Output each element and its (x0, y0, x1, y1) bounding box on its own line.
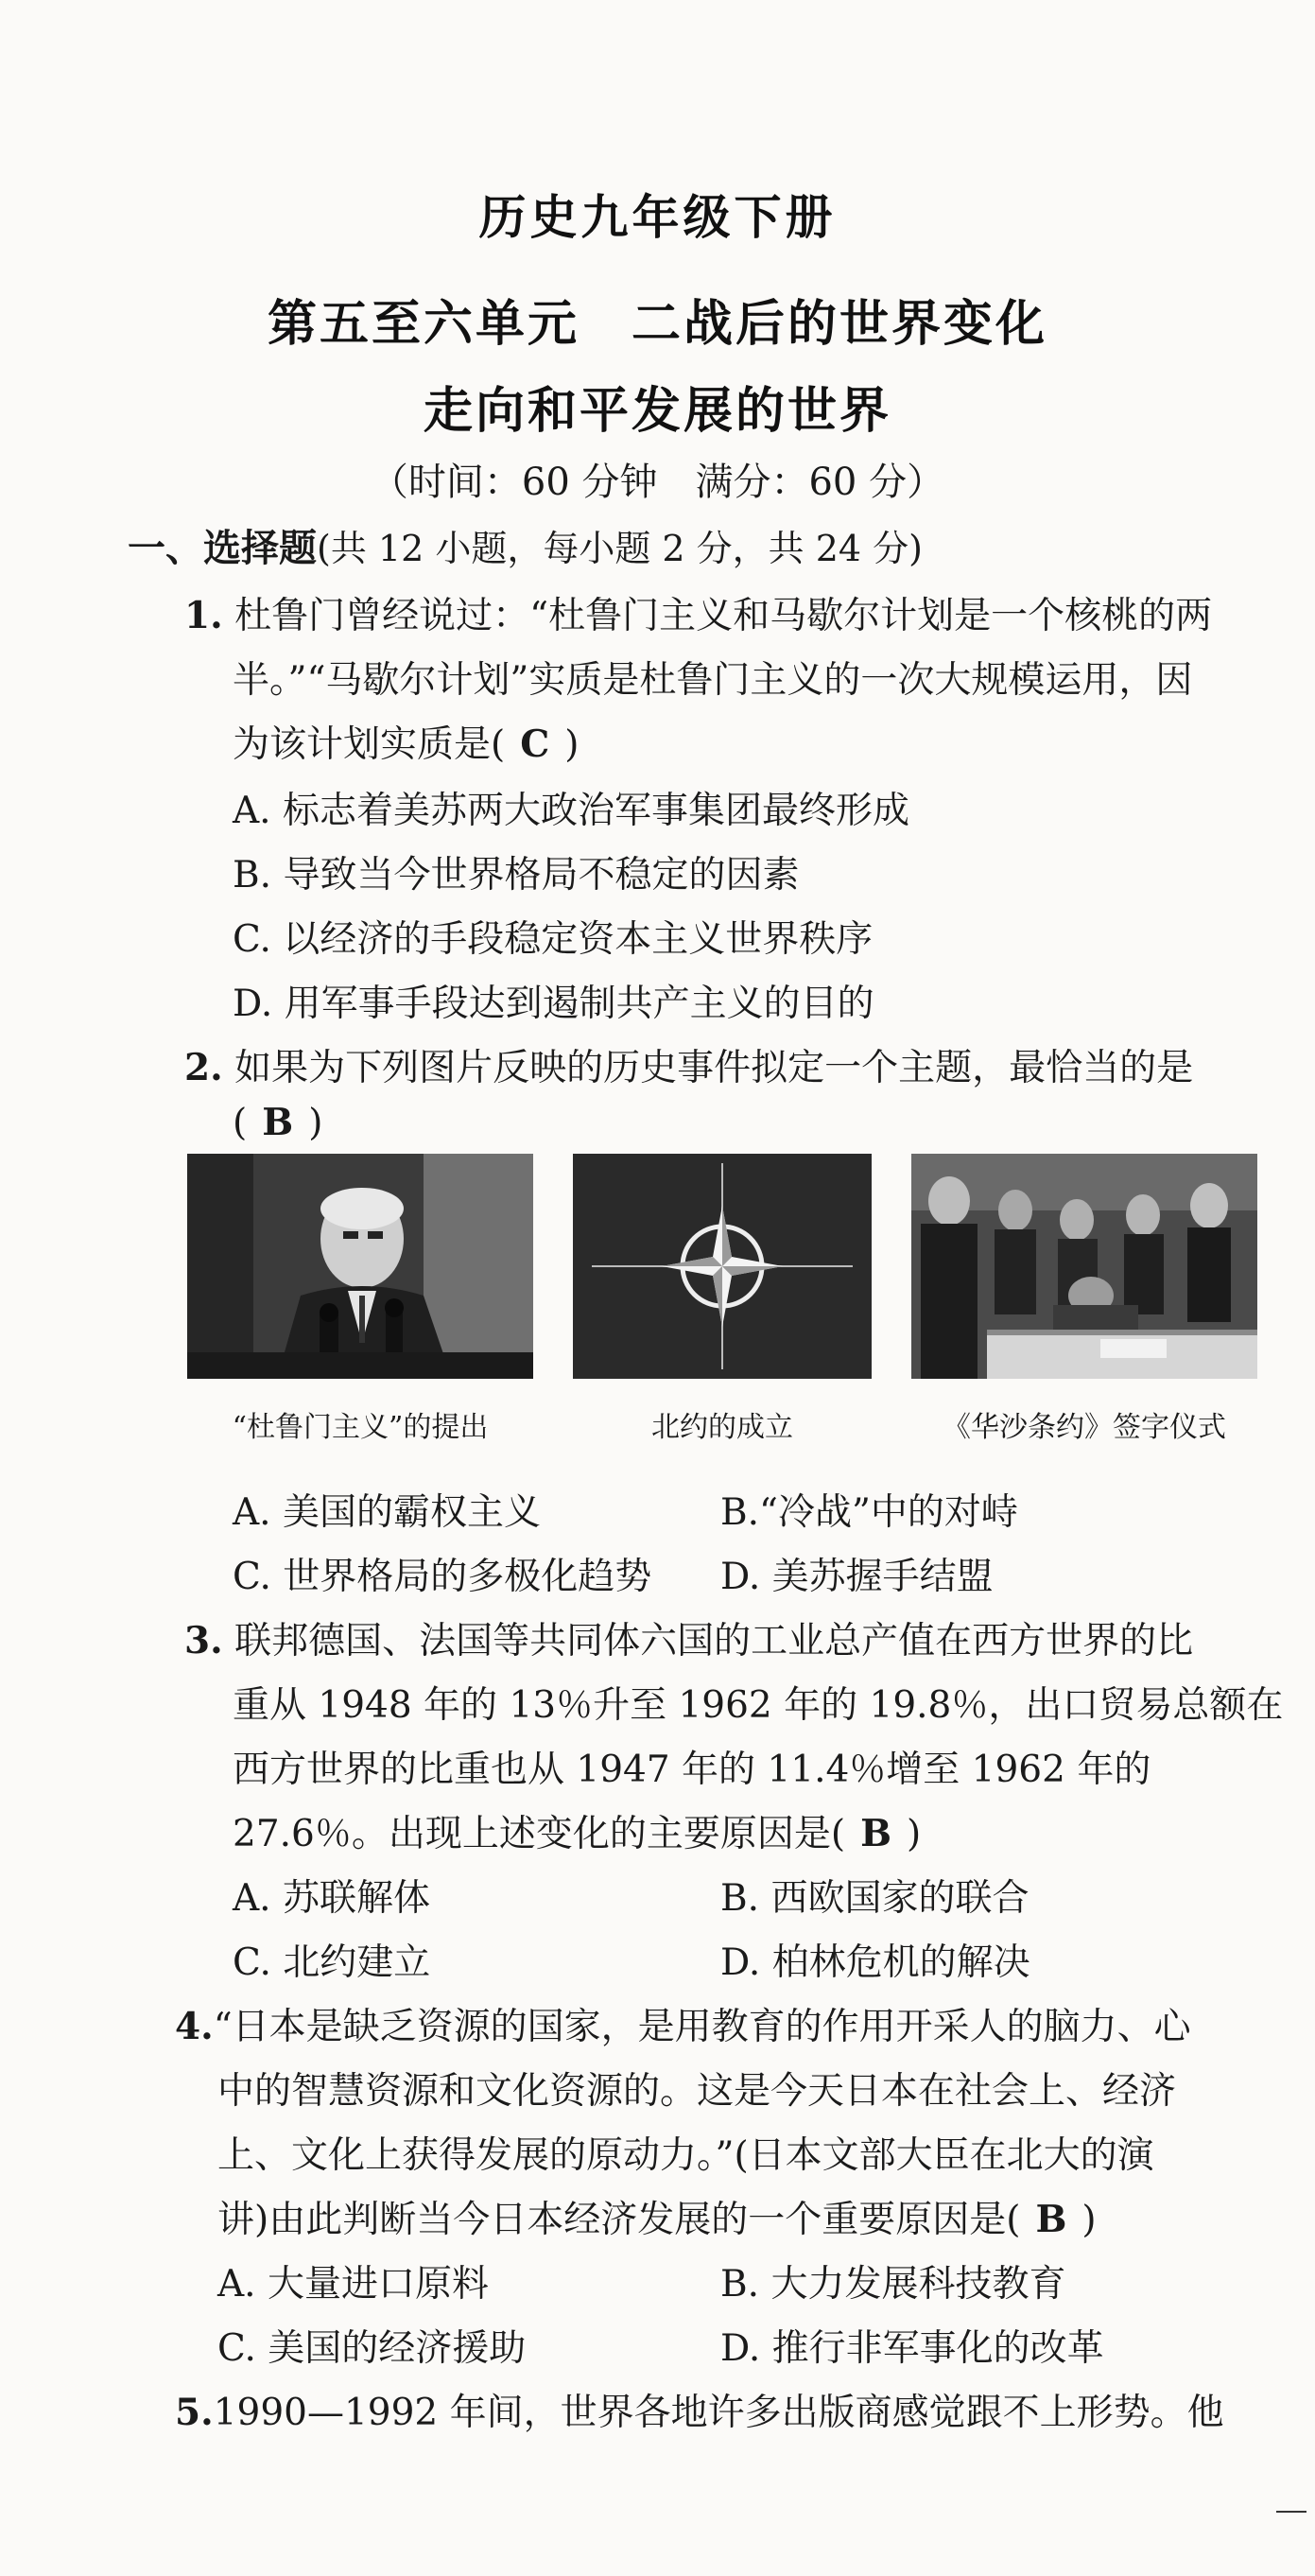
nato-emblem-image (573, 1154, 872, 1379)
q2-option-d: D. 美苏握手结盟 (720, 1556, 994, 1598)
q1-line3: 为该计划实质是( C ) (233, 722, 580, 766)
q4-option-a: A. 大量进口原料 (217, 2263, 489, 2306)
q4-line1 (175, 1997, 1191, 2050)
q1-option-b: B. 导致当今世界格局不稳定的因素 (233, 854, 800, 896)
truman-photo-image (187, 1154, 533, 1379)
q4-answer: B (1035, 2198, 1067, 2241)
q1-option-a: A. 标志着美苏两大政治军事集团最终形成 (233, 790, 909, 832)
caption-nato-founding: 北约的成立 (651, 1411, 793, 1444)
q3-option-a: A. 苏联解体 (233, 1877, 430, 1920)
q4-line4: 讲)由此判断当今日本经济发展的一个重要原因是( B ) (217, 2198, 1097, 2241)
q4-text-1: “日本是缺乏资源的国家，是用教育的作用开采人的脑力、心 (213, 2006, 1191, 2048)
q3-option-b: B. 西欧国家的联合 (720, 1877, 1030, 1920)
q1-line1 (184, 586, 1212, 639)
unit-title-line2: 走向和平发展的世界 (423, 382, 891, 440)
time-score-info: （时间：60 分钟 满分：60 分） (370, 461, 945, 504)
q2-line2: ( B ) (233, 1101, 323, 1144)
section-note: (共 12 小题，每小题 2 分，共 24 分) (317, 528, 924, 569)
q3-line3: 西方世界的比重也从 1947 年的 11.4％增至 1962 年的 (233, 1749, 1151, 1791)
q3-line1 (184, 1611, 1193, 1664)
warsaw-signing-image (911, 1154, 1257, 1379)
section-title: 一、选择题 (128, 526, 317, 570)
q4-option-b: B. 大力发展科技教育 (720, 2263, 1066, 2306)
section-heading (128, 518, 923, 572)
photo-nato-emblem (573, 1154, 872, 1379)
q3-option-c: C. 北约建立 (233, 1941, 431, 1984)
q1-answer: C (520, 722, 550, 766)
q2-option-c: C. 世界格局的多极化趋势 (233, 1556, 652, 1598)
q2-number: 2. (184, 1046, 223, 1089)
q2-text-1: 如果为下列图片反映的历史事件拟定一个主题，最恰当的是 (234, 1047, 1194, 1089)
unit-title-line1: 第五至六单元 二战后的世界变化 (267, 295, 1047, 353)
q4-option-d: D. 推行非军事化的改革 (720, 2327, 1104, 2370)
photo-warsaw-pact-signing (911, 1154, 1257, 1379)
q5-line1 (175, 2383, 1224, 2436)
page-edge-mark (1276, 2511, 1306, 2513)
q2-option-a: A. 美国的霸权主义 (233, 1491, 541, 1534)
q3-option-d: D. 柏林危机的解决 (720, 1941, 1030, 1984)
q4-option-c: C. 美国的经济援助 (217, 2327, 527, 2370)
q1-number: 1. (184, 594, 223, 637)
photo-truman-doctrine (187, 1154, 533, 1379)
q1-option-d: D. 用军事手段达到遏制共产主义的目的 (233, 983, 874, 1025)
q3-line4: 27.6％。出现上述变化的主要原因是( B ) (233, 1812, 922, 1855)
caption-warsaw-pact: 《华沙条约》签字仪式 (943, 1411, 1226, 1444)
caption-truman-doctrine: “杜鲁门主义”的提出 (232, 1411, 489, 1444)
q2-option-b: B.“冷战”中的对峙 (720, 1491, 1018, 1534)
q5-number: 5. (175, 2391, 214, 2434)
q1-option-c: C. 以经济的手段稳定资本主义世界秩序 (233, 918, 874, 961)
q3-line2: 重从 1948 年的 13％升至 1962 年的 19.8％，出口贸易总额在 (233, 1684, 1284, 1727)
q3-number: 3. (184, 1619, 223, 1662)
q4-line2: 中的智慧资源和文化资源的。这是今天日本在社会上、经济 (217, 2070, 1177, 2113)
q4-line3: 上、文化上获得发展的原动力。”(日本文部大臣在北大的演 (217, 2134, 1154, 2177)
subject-title: 历史九年级下册 (478, 189, 837, 245)
q3-answer: B (860, 1812, 892, 1855)
q1-line2: 半。”“马歇尔计划”实质是杜鲁门主义的一次大规模运用，因 (233, 659, 1193, 702)
q1-text-1: 杜鲁门曾经说过：“杜鲁门主义和马歇尔计划是一个核桃的两 (234, 595, 1213, 637)
q4-number: 4. (175, 2005, 214, 2048)
q3-text-1: 联邦德国、法国等共同体六国的工业总产值在西方世界的比 (234, 1620, 1194, 1662)
q5-text-1: 1990—1992 年间，世界各地许多出版商感觉跟不上形势。他 (213, 2392, 1224, 2434)
q2-line1 (184, 1038, 1193, 1091)
q2-answer: B (262, 1101, 294, 1144)
